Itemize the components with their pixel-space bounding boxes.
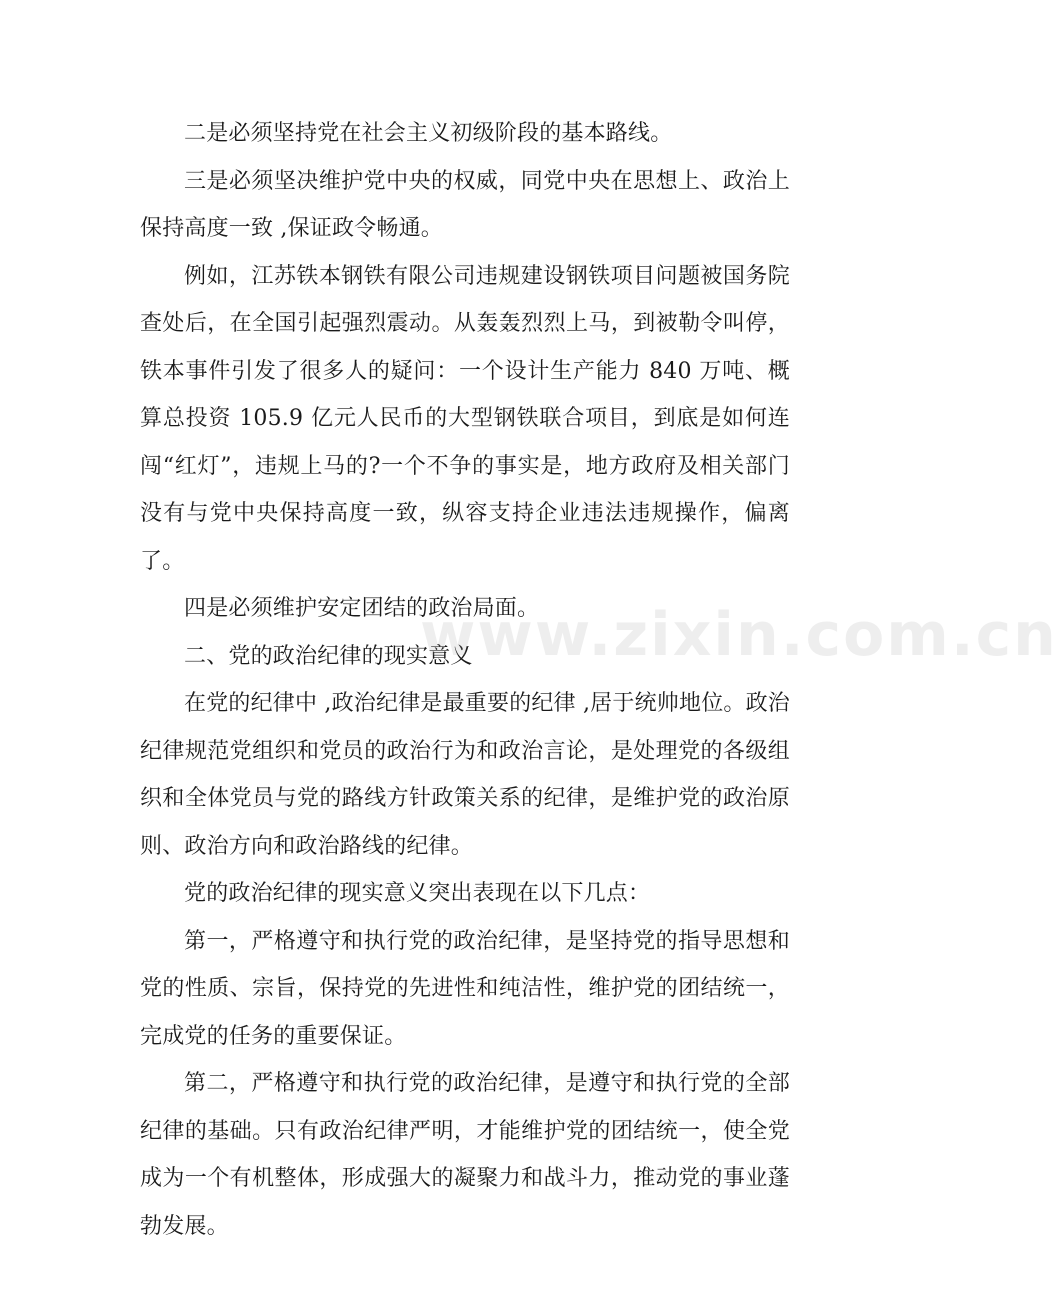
- paragraph-significance-intro: 党的政治纪律的现实意义突出表现在以下几点：: [184, 881, 651, 906]
- paragraph-point-first: 第一，严格遵守和执行党的政治纪律，是坚持党的指导思想和党的性质、宗旨，保持党的先进性和纯洁性，维护党的团结统一，完成党的任务的重要保证。: [140, 928, 790, 1049]
- paragraph-stability-unity: 四是必须维护安定团结的政治局面。: [184, 596, 540, 621]
- paragraph-basic-line: 二是必须坚持党在社会主义初级阶段的基本路线。: [184, 121, 673, 146]
- document-body: [140, 110, 790, 1250]
- paragraph-point-second: 第二，严格遵守和执行党的政治纪律，是遵守和执行党的全部纪律的基础。只有政治纪律严明，才能维护党的团结统一，使全党成为一个有机整体，形成强大的凝聚力和战斗力，推动党的事业蓬勃发展。: [140, 1071, 790, 1239]
- watermark: www.zixin.com.cn: [420, 600, 1058, 670]
- paragraph-tieben-example: 例如，江苏铁本钢铁有限公司违规建设钢铁项目问题被国务院查处后，在全国引起强烈震动。从轰轰烈烈上马，到被勒令叫停，铁本事件引发了很多人的疑问：一个设计生产能力 840 万吨、概算总投资 105.9 亿元人民币的大型钢铁联合项目，到底是如何连闯“红灯”，违规上马的?一个不争的事实是，地方政府及相关部门没有与党中央保持高度一致，纵容支持企业违法违规操作，偏离了。: [140, 263, 790, 574]
- section-heading-practical-significance: 二、党的政治纪律的现实意义: [184, 643, 473, 669]
- paragraph-central-authority: 三是必须坚决维护党中央的权威，同党中央在思想上、政治上保持高度一致 ,保证政令畅通。: [140, 168, 790, 241]
- paragraph-political-discipline-definition: 在党的纪律中 ,政治纪律是最重要的纪律 ,居于统帅地位。政治纪律规范党组织和党员的政治行为和政治言论，是处理党的各级组织和全体党员与党的路线方针政策关系的纪律，是维护党的政治原则、政治方向和政治路线的纪律。: [140, 691, 790, 859]
